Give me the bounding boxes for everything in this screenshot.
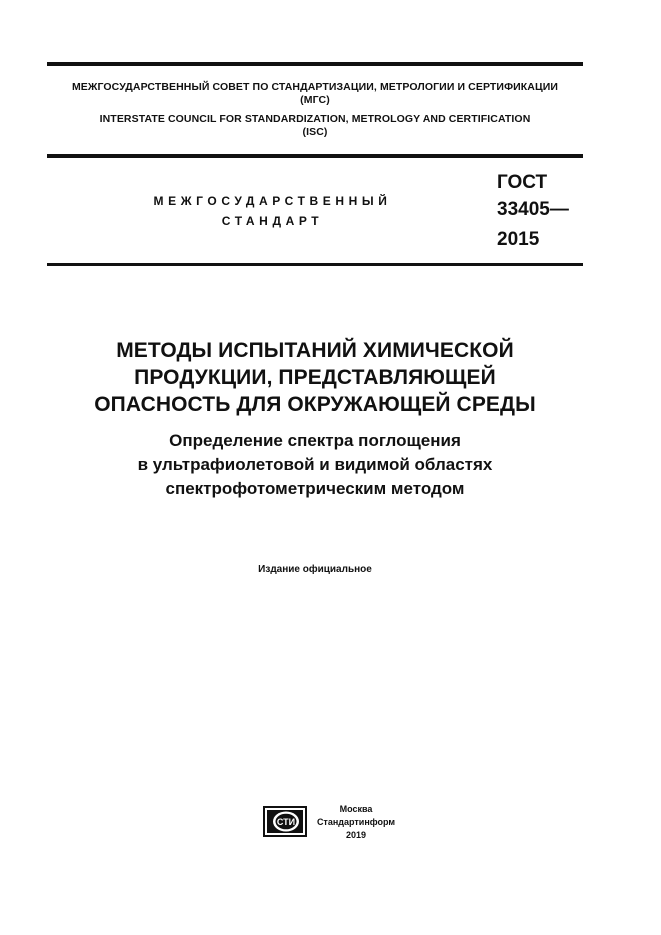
official-edition-label: Издание официальное: [258, 564, 372, 575]
gost-number: 33405—: [497, 199, 569, 220]
logo-text: СТИ: [276, 817, 296, 827]
gost-label: ГОСТ: [497, 172, 548, 193]
document-subtitle-line-2: в ультрафиолетовой и видимой областях: [137, 455, 493, 474]
imprint-year: 2019: [345, 830, 367, 840]
council-abbr-ru: (МГС): [300, 94, 330, 106]
designation-rule: [47, 263, 583, 266]
top-rule: [47, 62, 583, 66]
council-abbr-en: (ISC): [302, 126, 328, 138]
document-title-line-2: ПРОДУКЦИИ, ПРЕДСТАВЛЯЮЩЕЙ: [134, 366, 496, 389]
council-name-en: INTERSTATE COUNCIL FOR STANDARDIZATION, METROLOGY AND CERTIFICATION: [99, 113, 531, 125]
imprint-publisher: Стандартинформ: [316, 817, 396, 827]
council-name-ru: МЕЖГОСУДАРСТВЕННЫЙ СОВЕТ ПО СТАНДАРТИЗАЦИИ, МЕТРОЛОГИИ И СЕРТИФИКАЦИИ: [71, 81, 559, 93]
standard-type-line-1: МЕЖГОСУДАРСТВЕННЫЙ: [153, 194, 392, 208]
standartinform-logo-icon: [263, 806, 307, 837]
imprint-city: Москва: [339, 804, 373, 814]
header-rule: [47, 154, 583, 158]
document-title-line-3: ОПАСНОСТЬ ДЛЯ ОКРУЖАЮЩЕЙ СРЕДЫ: [94, 393, 536, 416]
document-subtitle-line-3: спектрофотометрическим методом: [165, 479, 465, 498]
document-subtitle-line-1: Определение спектра поглощения: [169, 431, 461, 450]
document-title-line-1: МЕТОДЫ ИСПЫТАНИЙ ХИМИЧЕСКОЙ: [116, 339, 514, 362]
standard-type-line-2: СТАНДАРТ: [221, 214, 324, 228]
gost-year: 2015: [497, 229, 540, 250]
